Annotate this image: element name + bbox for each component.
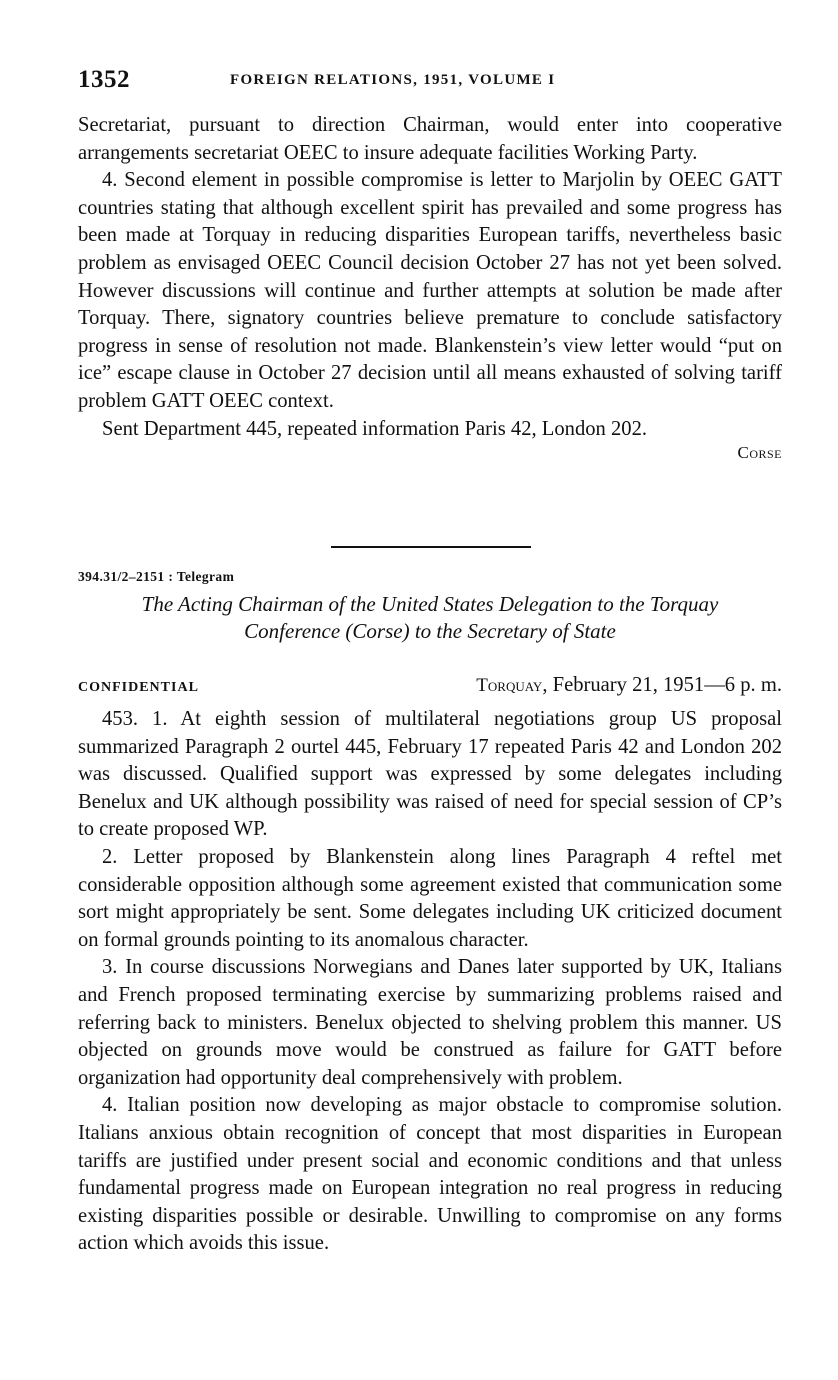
title-line: Conference (Corse) to the Secretary of State — [244, 619, 616, 643]
paragraph: Secretariat, pursuant to direction Chairman, would enter into cooperative arrangements secretariat OEEC to insure adequate facilities Working Party. — [78, 114, 782, 164]
signature: Corse — [737, 443, 782, 463]
section-divider — [331, 546, 531, 548]
dateline-place: Torquay — [476, 675, 543, 696]
page-header — [78, 66, 782, 96]
telegram-body — [78, 706, 782, 1258]
running-head: FOREIGN RELATIONS, 1951, VOLUME I — [230, 72, 556, 88]
paragraph: 3. In course discussions Norwegians and Danes later supported by UK, Italians and French proposed terminating exercise by summarizing problems raised and referring back to ministers. Benelux objected to shelving problem this manner. US objected on grounds move would be construed as failure for GATT before organization had opportunity deal comprehensively with problem. — [78, 956, 782, 1089]
paragraph: 453. 1. At eighth session of multilateral negotiations group US proposal summarized Paragraph 2 ourtel 445, February 17 repeated Paris 42 and London 202 was discussed. Qualified support was expressed by some delegates including Benelux and UK although possibility was raised of need for special session of CP’s to create proposed WP. — [78, 708, 782, 841]
paragraph: 2. Letter proposed by Blankenstein along lines Paragraph 4 reftel met considerable opposition although some agreement existed that communication some sort might appropriately be sent. Some delegates including UK criticized document on formal grounds pointing to its anomalous character. — [78, 845, 782, 951]
title-line: The Acting Chairman of the United States Delegation to the Torquay — [141, 592, 719, 616]
page-number: 1352 — [78, 66, 130, 93]
file-reference: 394.31/2–2151 : Telegram — [78, 569, 235, 584]
dateline-date: , February 21, 1951—6 p. m. — [542, 674, 782, 696]
prior-document-text — [78, 112, 782, 465]
document-title — [78, 591, 782, 645]
paragraph: Sent Department 445, repeated information Paris 42, London 202. — [102, 417, 648, 440]
paragraph: 4. Second element in possible compromise is letter to Marjolin by OEEC GATT countries stating that although excellent spirit has prevailed and some progress has been made at Torquay in reducing disparities European tariffs, nevertheless basic problem as envisaged OEEC Council decision October 27 has not yet been solved. However discussions will continue and further attempts at solution be made after Torquay. There, signatory countries believe premature to conclude satisfactory progress in sense of resolution not made. Blankenstein’s view letter would “put on ice” escape clause in October 27 decision until all means exhausted of solving tariff problem GATT OEEC context. — [78, 169, 782, 412]
classification-line — [78, 674, 782, 700]
paragraph: 4. Italian position now developing as major obstacle to compromise solution. Italians anxious obtain recognition of concept that most disparities in European tariffs are justified under present social and economic conditions and that unless fundamental progress made on European integration no real progress in reducing existing disparities possible or desirable. Unwilling to compromise on any forms action which avoids this issue. — [78, 1094, 782, 1255]
classification-label: CONFIDENTIAL — [78, 680, 199, 695]
dateline — [476, 674, 782, 697]
